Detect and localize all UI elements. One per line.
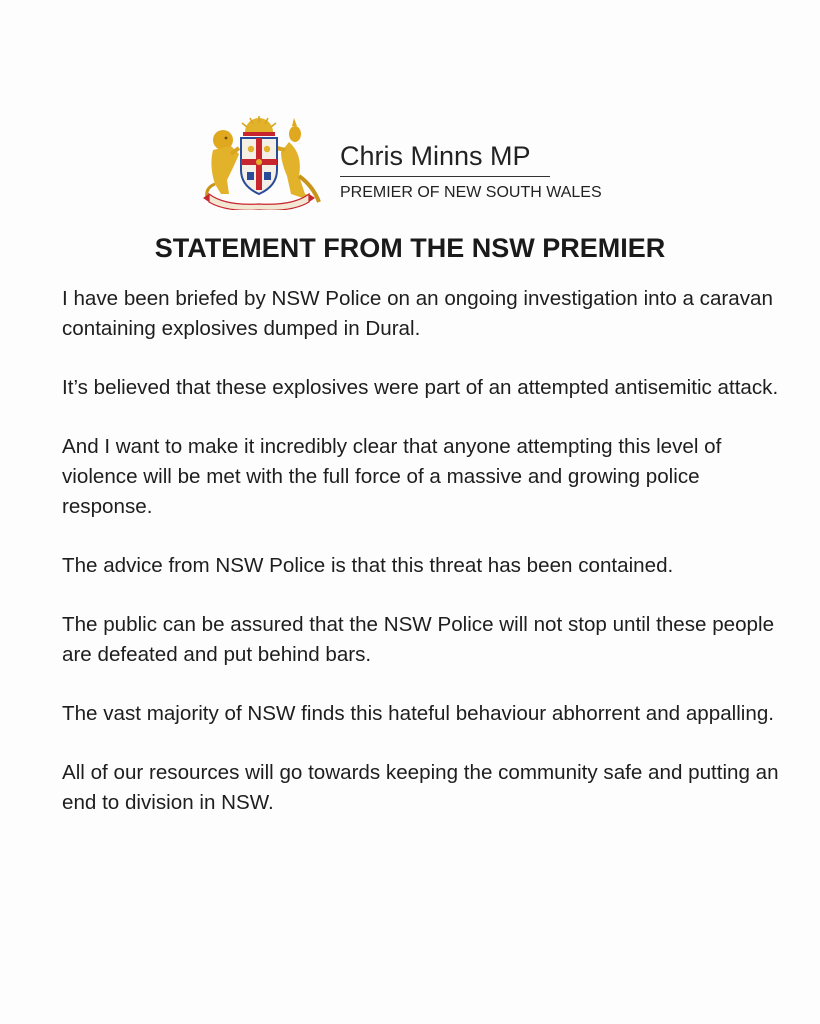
rising-sun-icon [242,116,276,136]
statement-paragraph: And I want to make it incredibly clear that anyone attempting this level of violence will be met with the full force of a massive and growing police response. [62,435,722,518]
statement-paragraph: The public can be assured that the NSW Police will not stop until these people are defeated and put behind bars. [62,613,775,666]
statement-body [62,284,782,847]
statement-paragraph: The advice from NSW Police is that this threat has been contained. [62,554,674,577]
statement-paragraph: It’s believed that these explosives were part of an attempted antisemitic attack. [62,376,779,399]
statement-heading: STATEMENT FROM THE NSW PREMIER [154,233,666,263]
nsw-coat-of-arms-icon [195,114,323,210]
statement-paragraph: I have been briefed by NSW Police on an ongoing investigation into a caravan containing explosives dumped in Dural. [62,287,773,340]
statement-paragraph: The vast majority of NSW finds this hateful behaviour abhorrent and appalling. [62,702,775,725]
shield-icon [241,138,277,194]
author-title: PREMIER OF NEW SOUTH WALES [340,184,602,201]
lion-supporter-icon [207,130,239,198]
statement-paragraph: All of our resources will go towards keeping the community safe and putting an end to division in NSW. [62,761,779,814]
name-divider [340,176,550,177]
author-name: Chris Minns MP [340,141,531,171]
letterhead [195,112,635,212]
kangaroo-supporter-icon [277,118,319,202]
